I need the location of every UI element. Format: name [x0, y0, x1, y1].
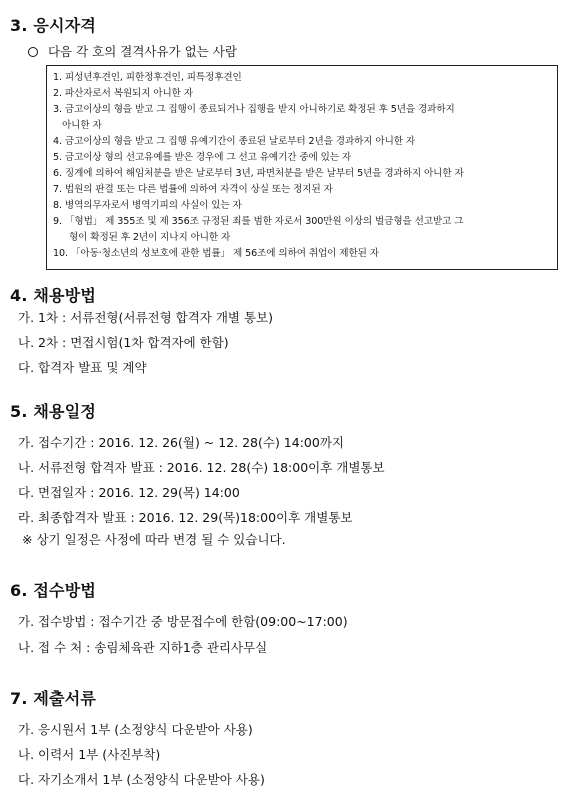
list-item: 다. 합격자 발표 및 계약: [18, 360, 147, 375]
list-item: 가. 응시원서 1부 (소정양식 다운받아 사용): [18, 722, 253, 737]
list-item: 가. 접수방법 : 접수기간 중 방문접수에 한함(09:00~17:00): [18, 614, 348, 629]
list-item: 8. 병역의무자로서 병역기피의 사실이 있는 자: [53, 200, 242, 211]
list-item: 다. 면접일자 : 2016. 12. 29(목) 14:00: [18, 485, 240, 500]
section-7-heading: 7. 제출서류: [10, 689, 97, 708]
list-item: 9. 「형법」 제 355조 및 제 356조 규정된 죄를 범한 자로서 300만원 이상의 벌금형을 선고받고 그: [53, 216, 464, 227]
list-item: 2. 파산자로서 복원되지 아니한 자: [53, 88, 193, 99]
section-5-heading: 5. 채용일정: [10, 402, 97, 421]
section-3-heading: 3. 응시자격: [10, 16, 97, 35]
schedule-note: ※ 상기 일정은 사정에 따라 변경 될 수 있습니다.: [22, 532, 286, 547]
list-item: 나. 접 수 처 : 송림체육관 지하1층 관리사무실: [18, 640, 268, 655]
section-3-intro: [28, 42, 237, 60]
disqualification-box: [46, 65, 558, 270]
list-item-continuation: 아니한 자: [62, 120, 102, 131]
section-6-heading: 6. 접수방법: [10, 581, 97, 600]
list-item: 다. 자기소개서 1부 (소정양식 다운받아 사용): [18, 772, 265, 787]
list-item: 1. 피성년후견인, 피한정후견인, 피특정후견인: [53, 72, 242, 83]
circle-bullet-icon: [28, 47, 38, 57]
list-item: 6. 징계에 의하여 해임처분을 받은 날로부터 3년, 파면처분을 받은 날부터 5년을 경과하지 아니한 자: [53, 168, 464, 179]
list-item: 나. 2차 : 면접시험(1차 합격자에 한함): [18, 335, 229, 350]
list-item: 4. 금고이상의 형을 받고 그 집행 유예기간이 종료된 날로부터 2년을 경과하지 아니한 자: [53, 136, 416, 147]
list-item: 10. 「아동·청소년의 성보호에 관한 법률」 제 56조에 의하여 취업이 제한된 자: [53, 248, 379, 259]
list-item: 라. 최종합격자 발표 : 2016. 12. 29(목)18:00이후 개별통보: [18, 510, 353, 525]
list-item: 5. 금고이상 형의 선고유예를 받은 경우에 그 선고 유예기간 중에 있는 자: [53, 152, 352, 163]
list-item: 나. 서류전형 합격자 발표 : 2016. 12. 28(수) 18:00이후 개별통보: [18, 460, 385, 475]
intro-text: 다음 각 호의 결격사유가 없는 사람: [47, 44, 237, 59]
list-item-continuation: 형이 확정된 후 2년이 지나지 아니한 자: [69, 232, 231, 243]
list-item: 3. 금고이상의 형을 받고 그 집행이 종료되거나 집행을 받지 아니하기로 확정된 후 5년을 경과하지: [53, 104, 455, 115]
list-item: 7. 법원의 판결 또는 다른 법률에 의하여 자격이 상실 또는 정지된 자: [53, 184, 333, 195]
list-item: 나. 이력서 1부 (사진부착): [18, 747, 161, 762]
list-item: 가. 접수기간 : 2016. 12. 26(월) ~ 12. 28(수) 14:00까지: [18, 435, 344, 450]
section-4-heading: 4. 채용방법: [10, 286, 97, 305]
list-item: 가. 1차 : 서류전형(서류전형 합격자 개별 통보): [18, 310, 274, 325]
